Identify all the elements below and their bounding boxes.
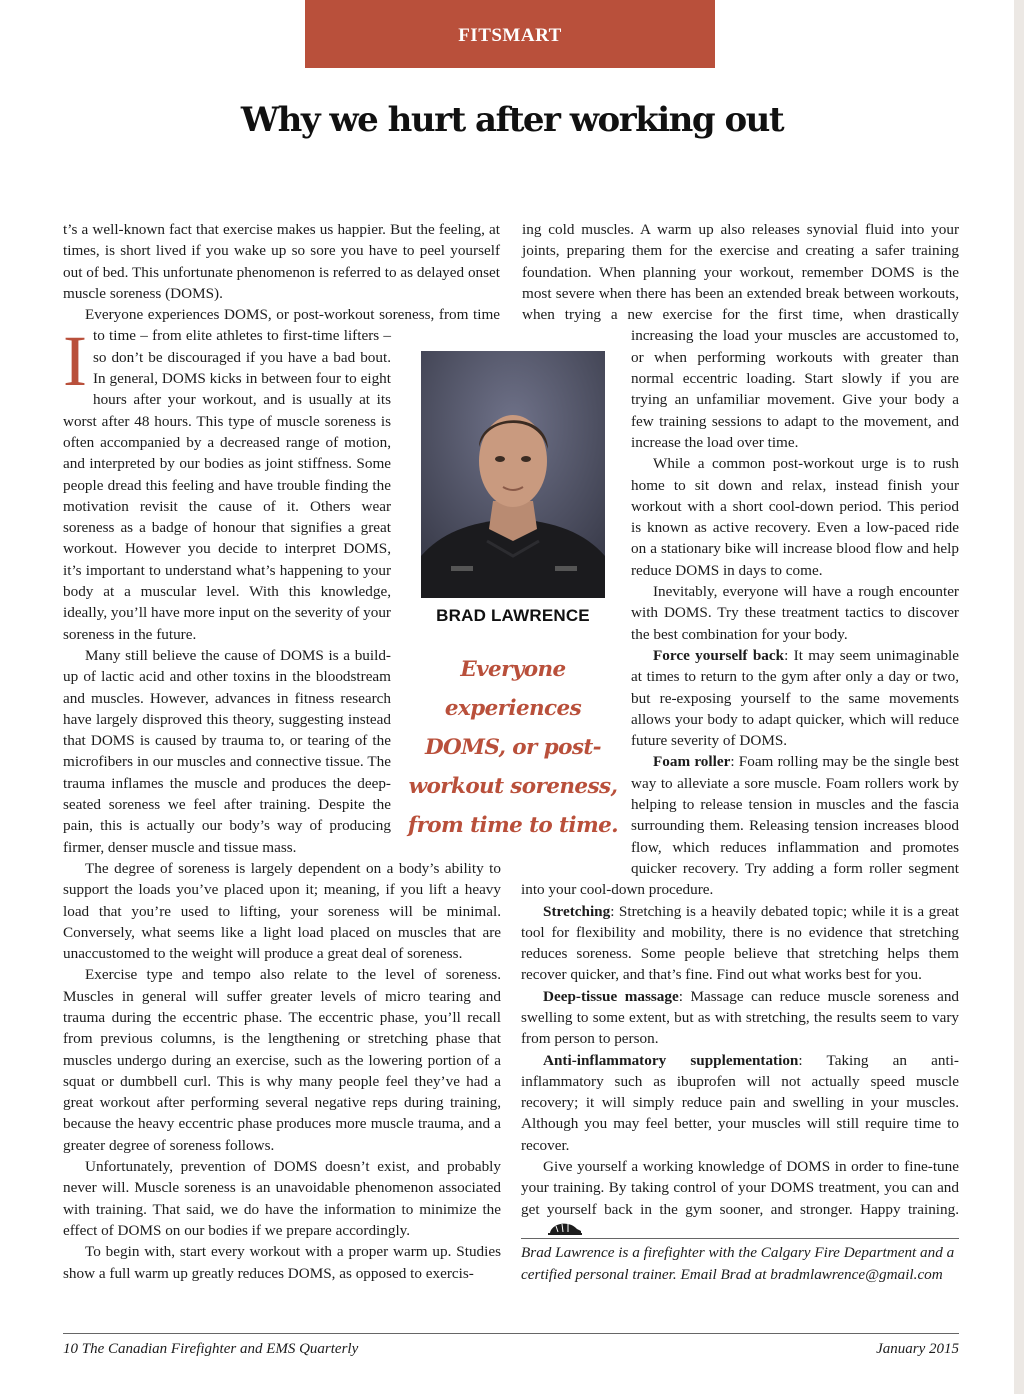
tip-foam-roller: Foam roller: Foam rolling may be the single best way to alleviate a sore muscle. Foam rollers work by helping to release tension in muscles and the fascia surrounding them. Releasing tension increases blood flow, which reduces inflammation and promotes quicker recovery. Try adding a form roller segment into your cool-down procedure. [521, 753, 959, 899]
tip-force-back: Force yourself back: It may seem unimaginable at times to return to the gym after only a day or two, but re-exposing yourself to the same movements allows your body to adapt quicker, which will reduce future severity of DOMS. [631, 646, 959, 750]
section-header: FITSMART [305, 0, 715, 68]
article-paragraph: Many still believe the cause of DOMS is a build-up of lactic acid and other toxins in the bloodstream and muscles. However, advances in fitness research have largely disproved this theory, suggesting instead that DOMS is caused by trauma to, or tearing of the microfibers in our muscles and connective tissue. The trauma inflames the muscle and produces the deep-seated soreness we feel after training. Despite the pain, this is actually our body’s way of producing firmer, denser muscle and tissue mass. [63, 646, 391, 856]
tip-massage: Deep-tissue massage: Massage can reduce muscle soreness and swelling to some extent, but as with stretching, the results seem to vary from person to person. [521, 987, 960, 1048]
footer-publication: 10 The Canadian Firefighter and EMS Quarterly [63, 1341, 359, 1357]
article-paragraph: Exercise type and tempo also relate to the level of soreness. Muscles in general will suffer greater levels of micro tearing and trauma during the eccentric phase. The eccentric phase, you’ll recall from previous columns, is the lengthening or stretching phase that muscles undergo during an exercise, such as the lowering portion of a squat or dumbbell curl. This is why many people feel they’ve had a great workout after performing several negative reps during training, because the heavy eccentric phase produces more muscle trauma, and a greater degree of soreness follows. [63, 966, 501, 1154]
article-paragraph: I t’s a well-known fact that exercise makes us happier. But the feeling, at times, is short lived if you wake up so sore you have to peel yourself out of bed. This unfortunate phenomenon is referred to as delayed onset muscle soreness (DOMS). [63, 221, 500, 401]
drop-cap: I [63, 321, 87, 401]
article-paragraph: To begin with, start every workout with a proper warm up. Studies show a full warm up greatly reduces DOMS, as opposed to exercis- [63, 1243, 501, 1282]
article-paragraph: The degree of soreness is largely dependent on a body’s ability to support the loads you’ve placed upon it; meaning, if you lift a heavy load that you’re used to lifting, your soreness will be minimal. Conversely, what seems like a light load placed on muscles that are unaccustomed to the weight will produce a great deal of soreness. [63, 859, 501, 963]
article-paragraph: Unfortunately, prevention of DOMS doesn’t exist, and probably never will. Muscle soreness is an unavoidable phenomenon associated with training. That said, we do have the information to minimize the effect of DOMS on our bodies if we prepare accordingly. [63, 1158, 501, 1239]
footer-divider [63, 1333, 959, 1334]
article-paragraph: While a common post-workout urge is to rush home to sit down and relax, instead finish your workout with a short cool-down period. This period is known as active recovery. Even a low-paced ride on a stationary bike will increase blood flow and help reduce DOMS in days to come. [631, 455, 959, 579]
tip-stretching: Stretching: Stretching is a heavily debated topic; while it is a great tool for flexibility and mobility, there is no evidence that stretching reduces soreness. Some people believe that stretching helps them recover quicker, and that’s fine. Find out what works best for you. [521, 902, 959, 984]
author-photo [421, 351, 605, 598]
article-paragraph: Everyone experiences DOMS, or post-workout soreness, from time to time – from elite athletes to first-time lifters – so don’t be discouraged if you have a bad bout. In general, DOMS kicks in between four to eight hours after your workout, and is usually at its worst after 48 hours. This type of muscle soreness is often accompanied by a decreased range of motion, and interpreted by our bodies as joint stiffness. Some people dread this feeling and have trouble finding the motivation revisit the cause of it. Others wear soreness as a badge of honour that signifies a great workout. However you decide to interpret DOMS, it’s important to understand what’s happening to your body at a muscular level. With this knowledge, ideally, you’ll have more input on the severity of your soreness in the future. [63, 306, 500, 643]
article-title: Why we hurt after working out [240, 100, 784, 140]
photo-caption: BRAD LAWRENCE [436, 606, 590, 625]
pull-quote: Everyone experiences DOMS, or post-workout soreness, from time to time. [407, 657, 619, 838]
firefighter-helmet-icon [525, 1220, 583, 1242]
article-paragraph: Inevitably, everyone will have a rough encounter with DOMS. Try these treatment tactics to discover the best combination for your body. [631, 583, 959, 643]
author-bio: Brad Lawrence is a firefighter with the Calgary Fire Department and a certified personal trainer. Email Brad at bradmlawrence@gmail.com [521, 1244, 955, 1283]
footer-date: January 2015 [876, 1341, 959, 1357]
article-paragraph: Give yourself a working knowledge of DOMS in order to fine-tune your training. By taking control of your DOMS treatment, you can and get yourself back in the gym sooner, and stronger. Happy training. [521, 1156, 959, 1243]
page-edge [1014, 0, 1024, 1394]
tip-anti-inflammatory: Anti-inflammatory supplementation: Taking an anti-inflammatory such as ibuprofen will not actually speed muscle recovery; it will simply reduce pain and swelling in your muscles. Although you may feel better, your muscles will still require time to recover. [521, 1051, 959, 1154]
bio-divider [521, 1238, 959, 1239]
article-paragraph: ing cold muscles. A warm up also releases synovial fluid into your joints, preparing them for the exercise and creating a safer training foundation. When planning your workout, remember DOMS is the most severe when there has been an extended break between workouts, when trying a new exercise for the first time, when drastically increasing the load your muscles are accustomed to, or when performing workouts with greater than normal eccentric loading. Start slowly if you are trying an unfamiliar movement. Give your body a few training sessions to adapt to the movement, and increase the load over time. [522, 221, 959, 451]
